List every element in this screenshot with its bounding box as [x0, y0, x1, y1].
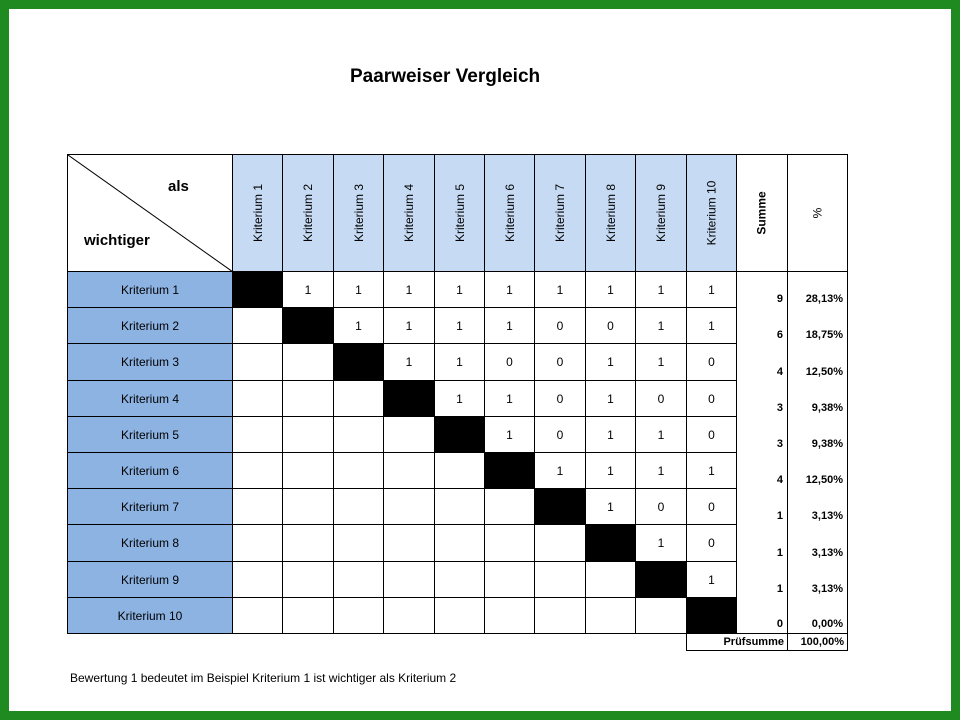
matrix-cell [283, 344, 334, 381]
matrix-cell[interactable]: 1 [283, 272, 334, 308]
pruefsumme-value: 100,00% [788, 634, 848, 651]
matrix-cell[interactable]: 0 [687, 381, 737, 417]
row-header-9: Kriterium 9 [67, 562, 233, 598]
matrix-cell[interactable]: 0 [535, 417, 586, 453]
matrix-cell [435, 453, 485, 489]
matrix-cell [334, 381, 384, 417]
column-header-6 [485, 154, 535, 272]
matrix-cell[interactable]: 1 [636, 417, 687, 453]
matrix-cell [334, 525, 384, 562]
diagonal-cell [384, 381, 435, 417]
matrix-cell[interactable]: 0 [687, 489, 737, 525]
column-header-5 [435, 154, 485, 272]
matrix-cell [233, 598, 283, 634]
corner-diagonal [68, 155, 233, 272]
row-header-1: Kriterium 1 [67, 272, 233, 308]
column-header-10 [687, 154, 737, 272]
matrix-cell[interactable]: 1 [435, 381, 485, 417]
diagonal-cell [435, 417, 485, 453]
matrix-cell [485, 525, 535, 562]
corner-cell [67, 154, 233, 272]
matrix-cell [233, 308, 283, 344]
column-header-label: Kriterium 7 [553, 183, 568, 243]
matrix-cell[interactable]: 1 [485, 417, 535, 453]
row-header-5: Kriterium 5 [67, 417, 233, 453]
row-sum: 1 [737, 562, 788, 598]
row-percent: 3,13% [788, 562, 848, 598]
row-sum: 1 [737, 489, 788, 525]
diagonal-cell [485, 453, 535, 489]
column-header-7 [535, 154, 586, 272]
row-percent: 9,38% [788, 417, 848, 453]
row-sum: 4 [737, 344, 788, 381]
row-percent: 28,13% [788, 272, 848, 308]
matrix-cell[interactable]: 1 [687, 453, 737, 489]
matrix-cell[interactable]: 0 [586, 308, 636, 344]
matrix-cell[interactable]: 1 [586, 417, 636, 453]
matrix-cell[interactable]: 1 [435, 344, 485, 381]
matrix-cell[interactable]: 1 [687, 272, 737, 308]
matrix-cell [283, 381, 334, 417]
diagonal-cell [283, 308, 334, 344]
matrix-cell [485, 598, 535, 634]
matrix-cell[interactable]: 1 [535, 272, 586, 308]
column-header-1 [233, 154, 283, 272]
matrix-cell [283, 489, 334, 525]
row-header-7: Kriterium 7 [67, 489, 233, 525]
matrix-cell[interactable]: 0 [687, 525, 737, 562]
row-sum: 9 [737, 272, 788, 308]
column-header-label: Kriterium 6 [502, 183, 517, 243]
row-header-6: Kriterium 6 [67, 453, 233, 489]
matrix-cell [586, 562, 636, 598]
matrix-cell [586, 598, 636, 634]
matrix-cell [435, 525, 485, 562]
corner-top-label: als [168, 178, 189, 195]
matrix-cell[interactable]: 1 [384, 344, 435, 381]
page-title: Paarweiser Vergleich [350, 66, 541, 87]
column-header-label: Kriterium 9 [654, 183, 669, 243]
matrix-cell[interactable]: 0 [687, 417, 737, 453]
matrix-cell[interactable]: 0 [535, 381, 586, 417]
matrix-cell [636, 598, 687, 634]
percent-header [788, 154, 848, 272]
matrix-cell[interactable]: 1 [586, 453, 636, 489]
matrix-cell[interactable]: 0 [636, 489, 687, 525]
matrix-cell [334, 453, 384, 489]
matrix-cell[interactable]: 1 [687, 562, 737, 598]
matrix-cell [233, 489, 283, 525]
matrix-cell [283, 562, 334, 598]
matrix-cell [435, 598, 485, 634]
matrix-cell[interactable]: 0 [535, 344, 586, 381]
column-header-3 [334, 154, 384, 272]
column-header-label: Kriterium 8 [603, 183, 618, 243]
matrix-cell[interactable]: 1 [334, 308, 384, 344]
row-percent: 3,13% [788, 489, 848, 525]
matrix-cell[interactable]: 1 [586, 489, 636, 525]
matrix-cell[interactable]: 1 [535, 453, 586, 489]
matrix-cell[interactable]: 0 [687, 344, 737, 381]
matrix-cell [384, 598, 435, 634]
column-header-4 [384, 154, 435, 272]
diagonal-cell [535, 489, 586, 525]
matrix-cell [384, 417, 435, 453]
row-sum: 1 [737, 525, 788, 562]
row-sum: 4 [737, 453, 788, 489]
matrix-cell [334, 489, 384, 525]
column-header-label: Kriterium 10 [704, 180, 719, 246]
matrix-cell [233, 344, 283, 381]
corner-bottom-label: wichtiger [84, 232, 150, 249]
matrix-cell [233, 453, 283, 489]
matrix-cell [233, 381, 283, 417]
matrix-cell [233, 562, 283, 598]
row-percent: 0,00% [788, 598, 848, 634]
column-header-2 [283, 154, 334, 272]
matrix-cell [384, 453, 435, 489]
sum-header-label: Summe [754, 191, 769, 235]
row-percent: 3,13% [788, 525, 848, 562]
row-percent: 12,50% [788, 453, 848, 489]
row-sum: 3 [737, 417, 788, 453]
column-header-8 [586, 154, 636, 272]
matrix-cell[interactable]: 1 [586, 344, 636, 381]
matrix-cell [535, 525, 586, 562]
matrix-cell[interactable]: 1 [586, 381, 636, 417]
matrix-cell[interactable]: 1 [384, 272, 435, 308]
matrix-cell[interactable]: 1 [485, 272, 535, 308]
row-sum: 6 [737, 308, 788, 344]
matrix-cell[interactable]: 0 [535, 308, 586, 344]
column-header-label: Kriterium 4 [402, 183, 417, 243]
matrix-cell [334, 598, 384, 634]
matrix-cell[interactable]: 1 [384, 308, 435, 344]
matrix-cell [384, 525, 435, 562]
column-header-label: Kriterium 3 [351, 183, 366, 243]
diagonal-cell [586, 525, 636, 562]
matrix-cell[interactable]: 1 [687, 308, 737, 344]
matrix-cell[interactable]: 0 [485, 344, 535, 381]
diagonal-cell [334, 344, 384, 381]
matrix-cell[interactable]: 1 [485, 308, 535, 344]
matrix-cell [283, 525, 334, 562]
row-header-2: Kriterium 2 [67, 308, 233, 344]
row-percent: 12,50% [788, 344, 848, 381]
row-header-4: Kriterium 4 [67, 381, 233, 417]
matrix-cell [535, 598, 586, 634]
row-sum: 3 [737, 381, 788, 417]
column-header-label: Kriterium 5 [452, 183, 467, 243]
matrix-cell [485, 562, 535, 598]
row-header-10: Kriterium 10 [67, 598, 233, 634]
matrix-cell[interactable]: 1 [435, 272, 485, 308]
diagonal-cell [687, 598, 737, 634]
matrix-cell[interactable]: 1 [636, 525, 687, 562]
pruefsumme-label: Prüfsumme [686, 634, 788, 651]
matrix-cell[interactable]: 1 [636, 308, 687, 344]
matrix-cell [384, 489, 435, 525]
matrix-cell[interactable]: 1 [586, 272, 636, 308]
matrix-cell [384, 562, 435, 598]
column-header-9 [636, 154, 687, 272]
matrix-cell[interactable]: 1 [636, 344, 687, 381]
diagonal-cell [636, 562, 687, 598]
matrix-cell[interactable]: 1 [334, 272, 384, 308]
matrix-cell [233, 525, 283, 562]
matrix-cell [283, 417, 334, 453]
matrix-cell[interactable]: 1 [636, 453, 687, 489]
matrix-cell[interactable]: 0 [636, 381, 687, 417]
row-percent: 18,75% [788, 308, 848, 344]
column-header-label: Kriterium 1 [250, 183, 265, 243]
sum-header [737, 154, 788, 272]
matrix-cell [283, 453, 334, 489]
matrix-cell [435, 489, 485, 525]
row-header-8: Kriterium 8 [67, 525, 233, 562]
row-header-3: Kriterium 3 [67, 344, 233, 381]
diagonal-cell [233, 272, 283, 308]
matrix-cell [233, 417, 283, 453]
matrix-cell [535, 562, 586, 598]
matrix-cell [435, 562, 485, 598]
matrix-cell [283, 598, 334, 634]
matrix-cell [334, 562, 384, 598]
row-percent: 9,38% [788, 381, 848, 417]
row-sum: 0 [737, 598, 788, 634]
matrix-cell[interactable]: 1 [435, 308, 485, 344]
matrix-cell[interactable]: 1 [636, 272, 687, 308]
matrix-cell [485, 489, 535, 525]
matrix-cell [334, 417, 384, 453]
column-header-label: Kriterium 2 [301, 183, 316, 243]
matrix-cell[interactable]: 1 [485, 381, 535, 417]
footnote: Bewertung 1 bedeutet im Beispiel Kriterium 1 ist wichtiger als Kriterium 2 [70, 671, 457, 685]
percent-header-label: % [810, 207, 825, 219]
